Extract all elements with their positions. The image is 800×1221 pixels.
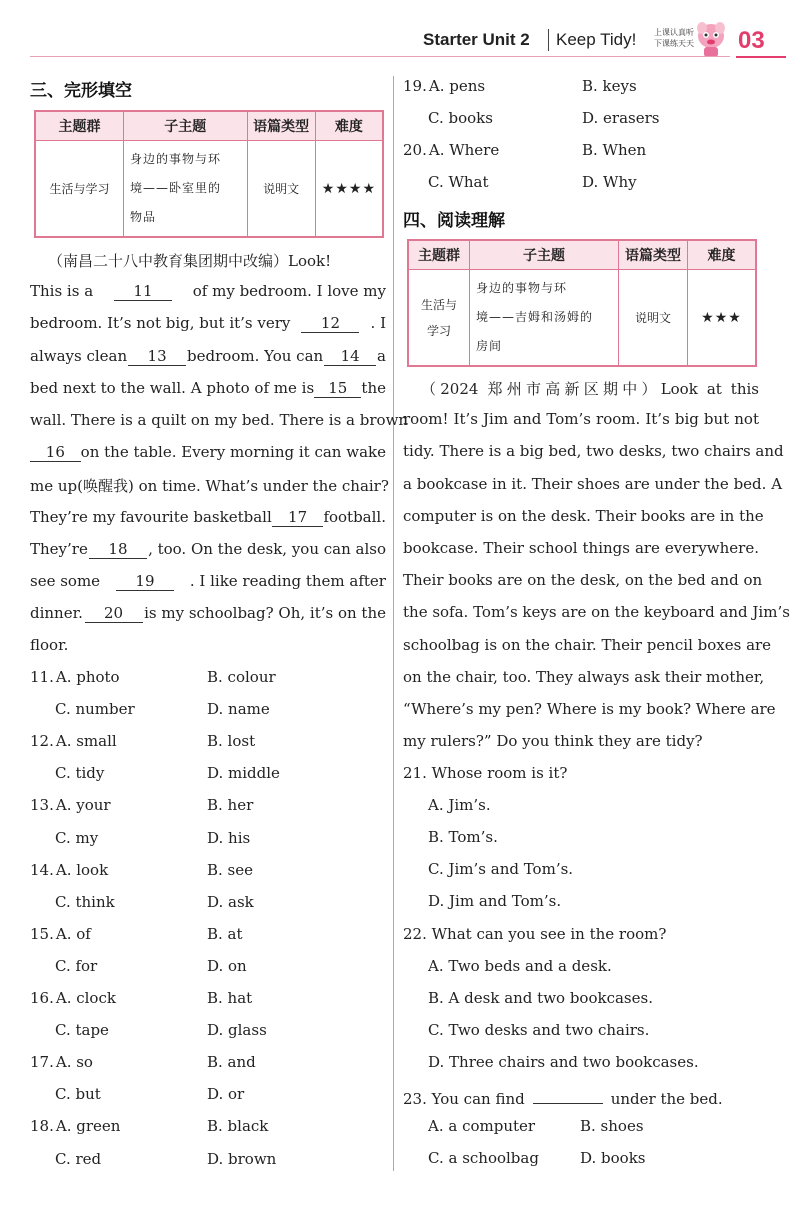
cloze-section-title: 三、完形填空 [30,81,132,101]
option-d: D. erasers [582,109,660,127]
option-b: B. colour [207,668,276,686]
cell-subtheme [470,270,619,367]
passage-line [30,314,386,333]
passage-line [30,475,389,496]
passage-text: bed next to the wall. A photo of me is [30,378,315,397]
option-b: B. black [207,1117,269,1136]
question-number: 18. [30,1117,54,1136]
option-d: D. Why [582,173,637,191]
passage-text: see some [30,572,101,590]
passage-text: the [361,378,386,397]
unit-label: Starter Unit 2 [423,30,530,49]
passage-line [30,411,409,429]
option-a: A. a computer [428,1117,536,1136]
question-item [30,1053,93,1071]
passage-line [30,604,386,623]
option-d: D. books [580,1149,646,1168]
option-b: B. lost [207,732,256,751]
option-c: C. books [428,109,493,127]
subtheme-line: 境——卧室里的 [129,181,221,195]
header-separator [548,29,549,51]
option-d: D. his [207,828,251,847]
page-number: 03 [738,27,765,54]
blank-12: 12 [301,314,359,333]
option-c: C. tape [55,1021,109,1040]
passage-line [30,572,386,591]
th-genre: 语篇类型 [619,240,688,270]
answer-option: D. Three chairs and two bookcases. [428,1052,699,1071]
option-b: B. shoes [580,1117,644,1136]
passage-text: bedroom. You can [187,346,324,365]
passage-line: my rulers?” Do you think they are tidy? [403,732,703,751]
blank-18: 18 [89,540,147,559]
question-item [403,141,499,159]
option-a: A. your [55,796,111,815]
passage-text: floor. [30,636,69,655]
cell-theme: 生活与学习 [35,141,123,238]
question-stem: 21. Whose room is it? [403,764,568,782]
option-c: C. What [428,173,489,191]
header-rule-accent [736,56,786,58]
option-c: C. for [55,956,98,975]
theme-line: 学习 [426,323,451,338]
blank-20: 20 [85,604,143,623]
th-theme: 主题群 [35,111,123,141]
th-subtheme: 子主题 [470,240,619,270]
passage-line: computer is on the desk. Their books are in the [403,506,764,525]
passage-line [30,379,386,398]
passage-text: （南昌二十八中教育集团期中改编）Look! [48,252,332,270]
question-item [30,1117,120,1135]
cloze-table-header [35,111,383,141]
passage-line: （2024 郑州市高新区期中）Look at this [421,380,759,398]
passage-text: football. [323,507,386,526]
option-a: A. Where [428,141,500,159]
question-number: 13. [30,796,54,815]
option-c: C. my [55,828,99,847]
cell-subtheme [123,141,247,238]
passage-line [30,282,386,301]
subtheme-line: 身边的事物与环 [476,281,568,295]
passage-line: bookcase. Their school things are everywhere. [403,539,759,557]
blank-15: 15 [314,379,361,398]
answer-option: A. Jim’s. [428,796,491,815]
option-c: C. red [55,1149,102,1168]
question-number: 12. [30,732,54,751]
th-genre: 语篇类型 [247,111,315,141]
question-item [30,861,108,879]
subtheme-line: 物品 [129,210,156,224]
question-item [30,668,120,686]
passage-text: . I [370,314,386,333]
passage-line: on the chair, too. They always ask their mother, [403,667,765,686]
passage-text: of my bedroom. I love my [192,282,386,301]
question-item [30,732,117,750]
option-b: B. at [207,924,243,943]
question-item [30,989,116,1007]
passage-text: . I like reading them after [189,572,386,590]
th-theme: 主题群 [408,240,470,270]
passage-line [30,508,386,527]
passage-line [30,443,386,462]
option-b: B. keys [582,77,637,95]
blank-16: 16 [30,443,81,462]
option-a: A. photo [55,668,120,686]
option-a: A. look [55,860,109,879]
reading-section-title: 四、阅读理解 [403,211,505,231]
blank-11: 11 [114,282,172,301]
passage-line: Their books are on the desk, on the bed and on [403,571,763,590]
passage-line [30,540,386,559]
cloze-info-table [34,110,384,238]
question-number: 20. [403,141,427,159]
passage-line: the sofa. Tom’s keys are on the keyboard and Jim’s [403,603,790,622]
answer-option: C. Jim’s and Tom’s. [428,860,574,879]
passage-text: They’re [30,539,88,558]
answer-option: B. A desk and two bookcases. [428,988,653,1007]
reading-info-table [407,239,757,367]
page-header [0,18,800,60]
passage-text: wall. There is a quilt on my bed. There is a brown [30,411,409,429]
question-number: 15. [30,924,54,943]
question-item [30,925,91,943]
option-d: D. on [207,956,247,975]
option-d: D. brown [207,1149,277,1168]
motto-line-1: 上课认真听 [654,28,694,37]
option-d: D. middle [207,764,280,783]
option-c: C. tidy [55,764,105,783]
option-b: B. see [207,860,254,879]
option-a: A. pens [428,77,486,95]
question-number: 19. [403,77,427,95]
question-stem: 22. What can you see in the room? [403,924,667,943]
passage-text: This is a [30,282,94,301]
subtheme-line: 房间 [476,339,503,353]
question-number: 14. [30,860,54,879]
th-difficulty: 难度 [315,111,383,141]
passage-text: They’re my favourite basketball [30,507,272,526]
passage-text: bedroom. It’s not big, but it’s very [30,314,291,333]
answer-option: C. Two desks and two chairs. [428,1020,650,1039]
subtheme-line: 境——吉姆和汤姆的 [476,310,594,324]
theme-line: 生活与 [420,297,457,312]
passage-line: tidy. There is a big bed, two desks, two chairs and [403,442,784,461]
option-b: B. hat [207,989,253,1007]
option-d: D. glass [207,1021,267,1040]
passage-line: “Where’s my pen? Where is my book? Where are [403,700,776,718]
option-c: C. think [55,892,115,911]
question-number: 16. [30,989,54,1007]
option-a: A. so [55,1053,93,1072]
passage-line [30,250,386,271]
reading-table-row [408,270,756,367]
passage-text: me up(唤醒我) on time. What’s under the chair? [30,477,389,496]
passage-text: is my schoolbag? Oh, it’s on the [144,604,386,623]
passage-line: a bookcase in it. Their shoes are under the bed. A [403,474,783,493]
blank-19: 19 [116,572,174,591]
passage-text: on the table. Every morning it can wake [80,443,386,462]
blank-17: 17 [272,508,324,527]
option-c: C. but [55,1085,101,1104]
answer-option: A. Two beds and a desk. [428,956,612,975]
reading-table-header [408,240,756,270]
answer-option: D. Jim and Tom’s. [428,892,562,911]
cell-theme [408,270,470,367]
option-a: A. small [55,732,117,751]
passage-line: room! It’s Jim and Tom’s room. It’s big but not [403,410,759,429]
cloze-table-row [35,141,383,238]
difficulty-stars: ★★★★ [315,141,383,238]
option-c: C. a schoolbag [428,1149,539,1168]
cell-genre: 说明文 [247,141,315,238]
option-a: A. of [55,924,91,943]
cell-genre: 说明文 [619,270,688,367]
passage-text: a [377,346,386,365]
passage-text: always clean [30,346,128,365]
difficulty-stars: ★★★ [688,270,757,367]
option-b: B. her [207,796,254,815]
option-d: D. or [207,1085,245,1104]
subtheme-line: 身边的事物与环 [129,152,221,166]
option-b: B. and [207,1053,256,1072]
passage-text: , too. On the desk, you can also [148,539,386,558]
question-item [403,77,485,95]
question-item [30,796,111,814]
option-a: A. green [55,1117,121,1136]
motto-line-2: 下课练天天 [654,39,694,48]
answer-option: B. Tom’s. [428,828,498,847]
passage-line [30,636,386,654]
question-number: 17. [30,1053,54,1072]
question-number: 11. [30,668,54,686]
question-stem [403,1085,723,1108]
option-a: A. clock [55,989,116,1007]
blank-13: 13 [128,347,186,366]
stem-text: 23. You can find [403,1090,525,1108]
passage-line: schoolbag is on the chair. Their pencil boxes are [403,635,772,654]
mascot-icon [694,19,728,59]
blank-14: 14 [324,347,376,366]
unit-title: Keep Tidy! [556,30,637,49]
stem-text: under the bed. [610,1090,723,1108]
column-divider [393,76,394,1171]
th-difficulty: 难度 [688,240,757,270]
passage-line [30,347,386,366]
option-d: D. ask [207,892,254,911]
option-c: C. number [55,700,135,719]
option-b: B. When [582,141,647,159]
answer-blank [533,1085,603,1104]
header-rule [30,56,730,57]
option-d: D. name [207,700,270,719]
th-subtheme: 子主题 [123,111,247,141]
passage-text: dinner. [30,604,83,623]
